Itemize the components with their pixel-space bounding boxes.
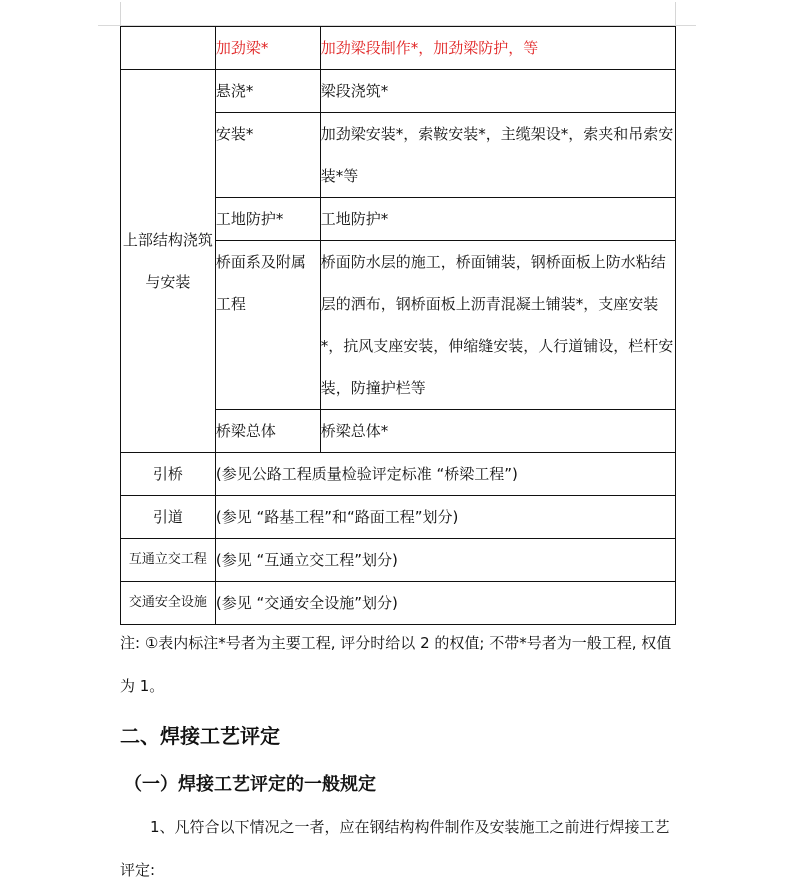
page-header-frame [120, 2, 676, 26]
table-cell: 桥梁总体 [215, 410, 320, 453]
table-cell: 悬浇* [215, 70, 320, 113]
table-row [121, 70, 676, 113]
table-cell: 工地防护* [215, 198, 320, 241]
table-cell: 引道 [121, 496, 216, 539]
table-row [121, 496, 676, 539]
table-cell: 安装* [215, 113, 320, 198]
body-paragraph: 1、凡符合以下情况之一者，应在钢结构构件制作及安装施工之前进行焊接工艺评定: [120, 818, 670, 879]
table-cell: (参见 “互通立交工程”划分) [215, 539, 675, 582]
table-cell: (参见公路工程质量检验评定标准 “桥梁工程”) [215, 453, 675, 496]
group-label-cell: 上部结构浇筑与安装 [121, 70, 216, 453]
table-cell: 加劲梁* [215, 27, 320, 70]
table-cell: 加劲梁安装*，索鞍安装*，主缆架设*，索夹和吊索安装*等 [320, 113, 675, 198]
table-row [121, 27, 676, 70]
table-row [121, 539, 676, 582]
table-row [121, 453, 676, 496]
table-row [121, 582, 676, 625]
table-cell: 桥面系及附属工程 [215, 241, 320, 410]
table-cell [121, 27, 216, 70]
table-cell: 桥梁总体* [320, 410, 675, 453]
table-cell: (参见 “路基工程”和“路面工程”划分) [215, 496, 675, 539]
section-heading: 二、焊接工艺评定 [120, 724, 280, 748]
table-cell: 梁段浇筑* [320, 70, 675, 113]
table-cell: 桥面防水层的施工，桥面铺装，钢桥面板上防水粘结层的洒布，钢桥面板上沥青混凝土铺装*，支座安装*，抗风支座安装，伸缩缝安装，人行道铺设，栏杆安装，防撞护栏等 [320, 241, 675, 410]
table-cell: (参见 “交通安全设施”划分) [215, 582, 675, 625]
table-cell: 工地防护* [320, 198, 675, 241]
table-cell: 交通安全设施 [121, 582, 216, 625]
table-note: 注: ①表内标注*号者为主要工程, 评分时给以 2 的权值; 不带*号者为一般工程, 权值为 1。 [120, 634, 672, 695]
table-cell: 互通立交工程 [121, 539, 216, 582]
table-cell: 引桥 [121, 453, 216, 496]
table-cell: 加劲梁段制作*，加劲梁防护，等 [320, 27, 675, 70]
subsection-heading: （一）焊接工艺评定的一般规定 [124, 774, 376, 795]
project-division-table [120, 26, 676, 625]
